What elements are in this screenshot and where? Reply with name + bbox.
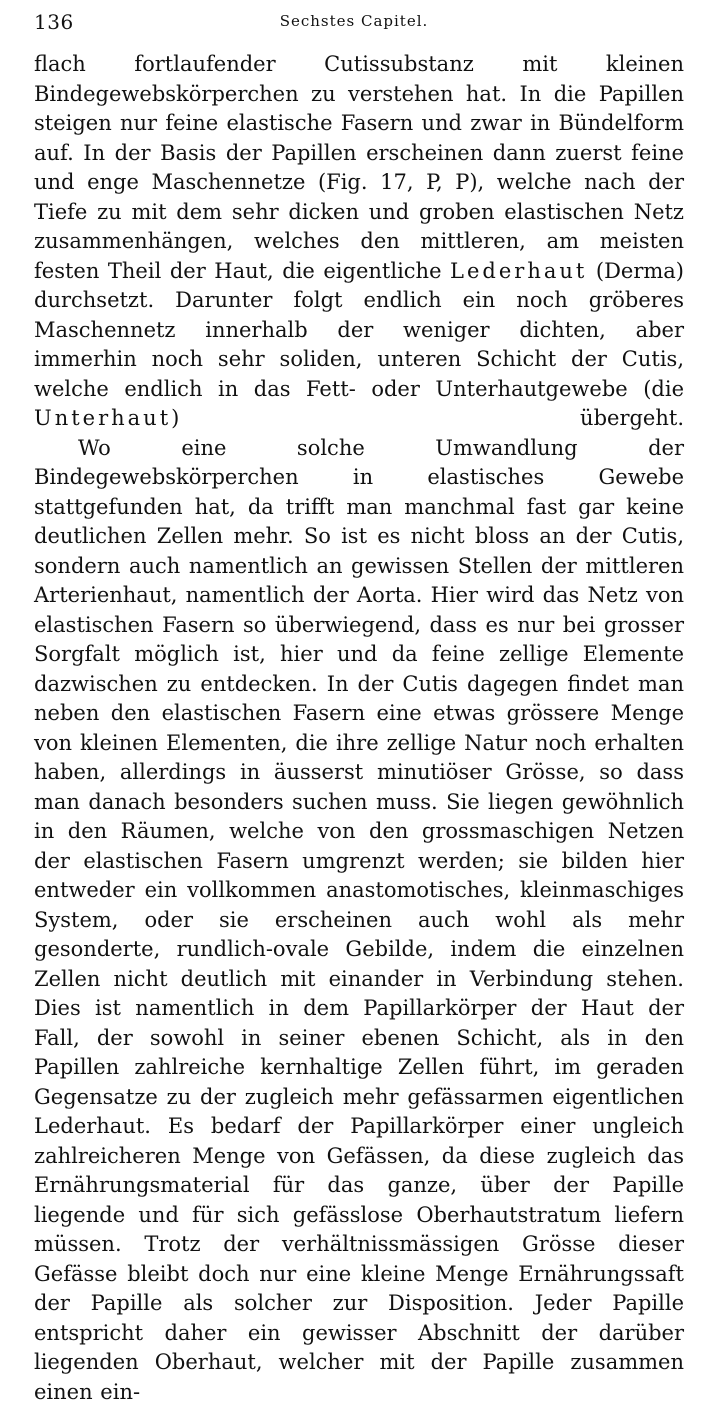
term-lederhaut: Lederhaut: [450, 259, 587, 283]
body-text: [34, 50, 684, 1407]
paragraph-1: [34, 50, 684, 434]
paragraph-1-start: flach fortlaufender Cutissubstanz mit kleinen Bindegewebskörperchen zu verstehen hat. In die Papillen steigen nur feine elastische Fasern und zwar in Bündelform auf. In der Basis der Papillen erscheinen dann zuerst feine und enge Maschennetze (Fig. 17, P, P), welche nach der Tiefe zu mit dem sehr dicken und groben elastischen Netz zusammenhängen, welches den mittleren, am meisten festen Theil der Haut, die eigentliche: [34, 52, 684, 283]
page-header: [34, 10, 674, 38]
paragraph-1-end: ) übergeht.: [171, 406, 684, 430]
running-head: Sechstes Capitel.: [34, 12, 674, 30]
paragraph-2: Wo eine solche Umwandlung der Bindegewebskörperchen in elastisches Gewebe stattgefunden hat, da trifft man manchmal fast gar keine deutlichen Zellen mehr. So ist es nicht bloss an der Cutis, sondern auch namentlich an gewissen Stellen der mittleren Arterienhaut, namentlich der Aorta. Hier wird das Netz von elastischen Fasern so überwiegend, dass es nur bei grosser Sorgfalt möglich ist, hier und da feine zellige Elemente dazwischen zu entdecken. In der Cutis dagegen findet man neben den elastischen Fasern eine etwas grössere Menge von kleinen Elementen, die ihre zellige Natur noch erhalten haben, allerdings in äusserst minutiöser Grösse, so dass man danach besonders suchen muss. Sie liegen gewöhnlich in den Räumen, welche von den grossmaschigen Netzen der elastischen Fasern umgrenzt werden; sie bilden hier entweder ein vollkommen anastomotisches, kleinmaschiges System, oder sie erscheinen auch wohl als mehr gesonderte, rundlich-ovale Gebilde, indem die einzelnen Zellen nicht deutlich mit einander in Verbindung stehen. Dies ist namentlich in dem Papillarkörper der Haut der Fall, der sowohl in seiner ebenen Schicht, als in den Papillen zahlreiche kernhaltige Zellen führt, im geraden Gegensatze zu der zugleich mehr gefässarmen eigentlichen Lederhaut. Es bedarf der Papillarkörper einer ungleich zahlreicheren Menge von Gefässen, da diese zugleich das Ernährungsmaterial für das ganze, über der Papille liegende und für sich gefässlose Oberhautstratum liefern müssen. Trotz der verhältnissmässigen Grösse dieser Gefässe bleibt doch nur eine kleine Menge Ernährungssaft der Papille als solcher zur Disposition. Jeder Papille entspricht daher ein gewisser Abschnitt der darüber liegenden Oberhaut, welcher mit der Papille zusammen einen ein-: [34, 434, 684, 1407]
term-unterhaut: Unterhaut: [34, 406, 171, 430]
paragraph-1-middle: (Derma) durchsetzt. Darunter folgt endlich ein noch gröberes Maschennetz innerhalb der weniger dichten, aber immerhin noch sehr soliden, unteren Schicht der Cutis, welche endlich in das Fett- oder Unterhautgewebe (die: [34, 259, 684, 401]
page-number: 136: [34, 10, 74, 34]
